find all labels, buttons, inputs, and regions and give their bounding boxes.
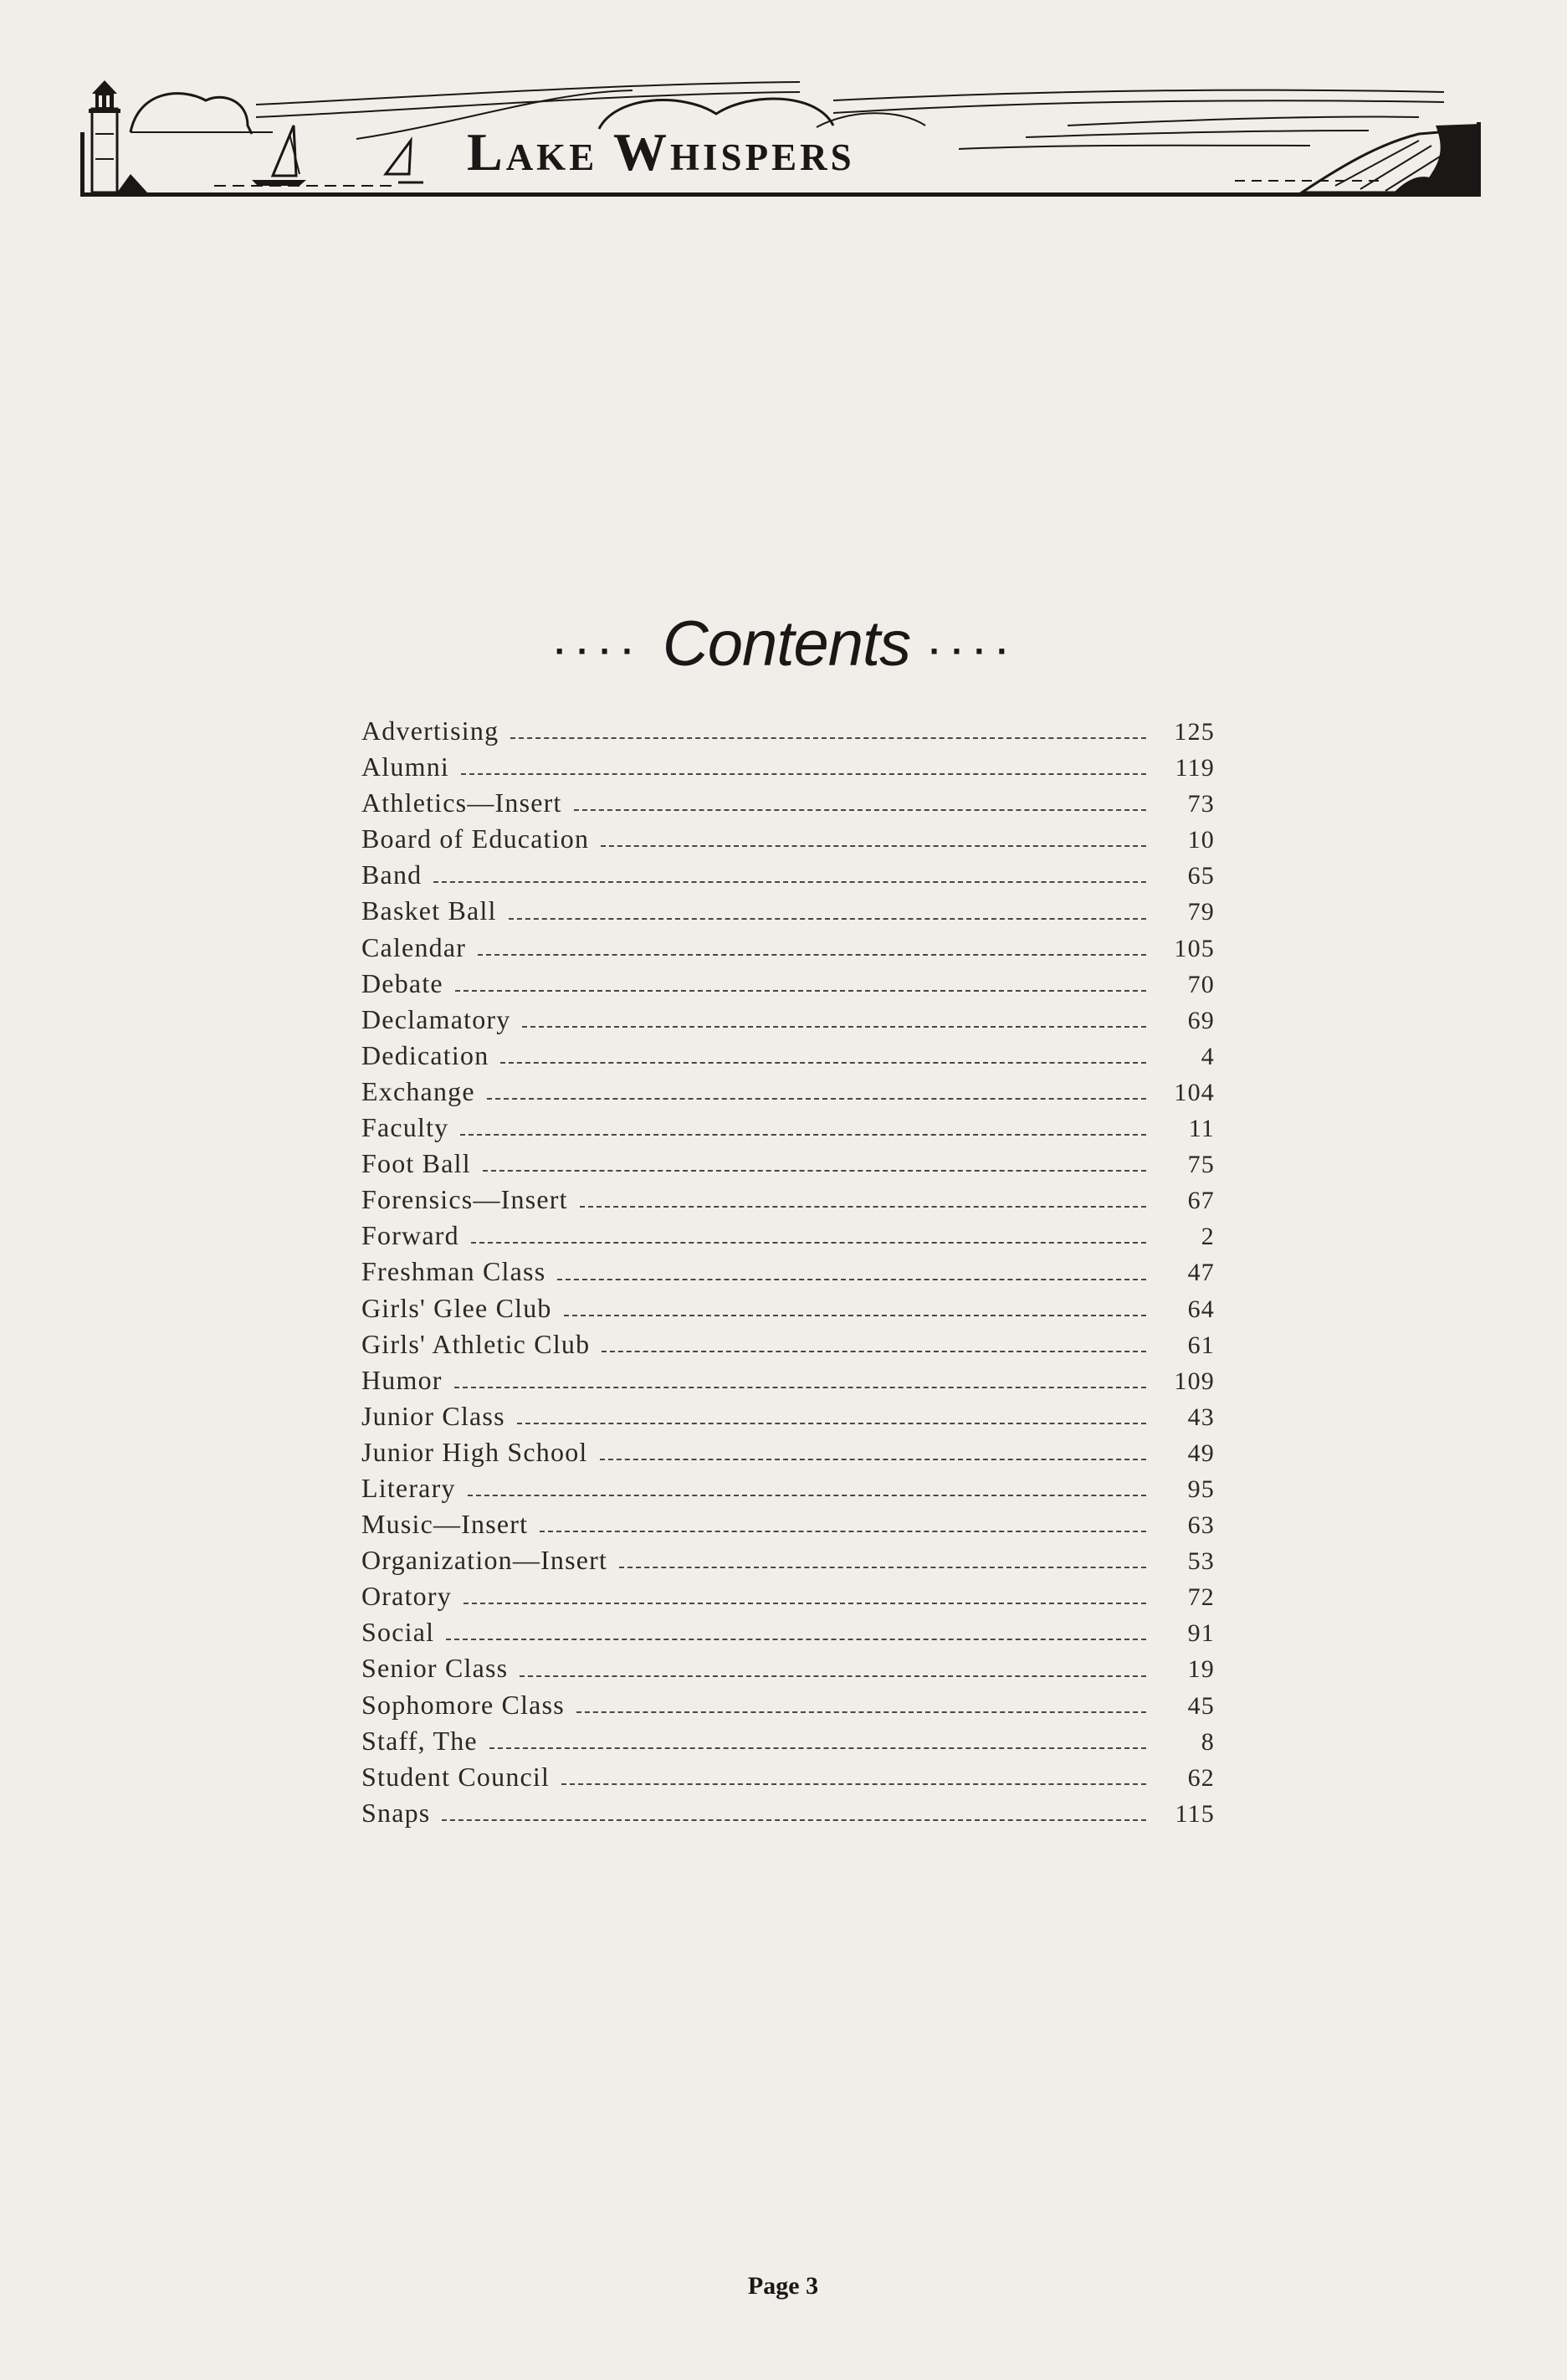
toc-entry-title: Snaps <box>361 1797 431 1828</box>
header-banner <box>80 75 1481 201</box>
toc-entry-title: Junior High School <box>361 1436 588 1467</box>
toc-entry-page: 8 <box>1201 1727 1215 1756</box>
toc-entry-page: 62 <box>1187 1763 1215 1792</box>
toc-entry-page: 10 <box>1187 826 1215 854</box>
table-of-contents <box>361 713 1215 1831</box>
toc-entry-title: Girls' Glee Club <box>361 1292 552 1323</box>
toc-entry-page: 19 <box>1187 1655 1215 1684</box>
toc-leader-line <box>483 1170 1146 1172</box>
toc-entry-title: Girls' Athletic Club <box>361 1328 591 1359</box>
toc-leader-line <box>460 1134 1146 1136</box>
toc-entry <box>361 1254 1215 1290</box>
toc-entry <box>361 857 1215 893</box>
toc-leader-line <box>564 1315 1146 1316</box>
toc-leader-line <box>561 1783 1146 1785</box>
toc-entry <box>361 1290 1215 1326</box>
toc-leader-line <box>580 1206 1146 1208</box>
toc-entry <box>361 966 1215 1002</box>
toc-entry-title: Advertising <box>361 716 499 746</box>
toc-leader-line <box>602 1351 1146 1352</box>
toc-entry-title: Athletics—Insert <box>361 787 562 818</box>
toc-entry <box>361 713 1215 749</box>
toc-leader-line <box>442 1819 1146 1821</box>
toc-entry-title: Freshman Class <box>361 1256 546 1287</box>
toc-entry <box>361 1578 1215 1614</box>
toc-entry-title: Student Council <box>361 1761 550 1792</box>
toc-entry <box>361 749 1215 785</box>
toc-leader-line <box>471 1242 1146 1244</box>
toc-entry-page: 61 <box>1187 1331 1215 1359</box>
toc-entry-page: 95 <box>1187 1475 1215 1503</box>
toc-entry-title: Calendar <box>361 931 467 962</box>
toc-leader-line <box>468 1495 1146 1496</box>
toc-entry-title: Staff, The <box>361 1725 478 1756</box>
toc-entry <box>361 1795 1215 1831</box>
toc-entry-page: 70 <box>1187 970 1215 998</box>
toc-entry-page: 72 <box>1187 1583 1215 1612</box>
toc-entry <box>361 1434 1215 1470</box>
toc-entry-page: 45 <box>1187 1691 1215 1720</box>
toc-entry-page: 109 <box>1174 1367 1215 1395</box>
toc-entry <box>361 1687 1215 1723</box>
toc-entry <box>361 1362 1215 1398</box>
toc-leader-line <box>433 881 1146 883</box>
page-number: Page 3 <box>747 2272 819 2300</box>
toc-entry-page: 73 <box>1187 790 1215 818</box>
toc-entry <box>361 930 1215 966</box>
toc-leader-line <box>576 1711 1146 1713</box>
toc-entry-title: Alumni <box>361 751 449 782</box>
toc-entry <box>361 1074 1215 1110</box>
toc-entry-page: 91 <box>1187 1619 1215 1648</box>
toc-entry-title: Foot Ball <box>361 1148 471 1179</box>
toc-entry-page: 79 <box>1187 898 1215 926</box>
toc-leader-line <box>517 1423 1146 1424</box>
toc-leader-line <box>574 809 1146 811</box>
toc-leader-line <box>487 1098 1146 1100</box>
toc-leader-line <box>489 1747 1146 1749</box>
toc-leader-line <box>520 1675 1146 1677</box>
toc-entry-page: 2 <box>1201 1223 1215 1251</box>
toc-entry-title: Senior Class <box>361 1653 509 1684</box>
toc-entry-title: Declamatory <box>361 1003 511 1034</box>
toc-entry <box>361 1614 1215 1650</box>
sailboat-icon <box>252 126 306 186</box>
toc-entry-title: Music—Insert <box>361 1509 529 1540</box>
toc-entry-title: Forensics—Insert <box>361 1184 568 1215</box>
toc-entry-page: 125 <box>1174 718 1215 746</box>
toc-entry <box>361 1146 1215 1182</box>
toc-leader-line <box>601 845 1146 847</box>
toc-entry-page: 43 <box>1187 1403 1215 1431</box>
toc-leader-line <box>463 1603 1146 1604</box>
toc-entry-title: Sophomore Class <box>361 1689 565 1720</box>
toc-entry <box>361 785 1215 821</box>
contents-heading <box>469 598 1104 690</box>
toc-entry-page: 65 <box>1187 862 1215 890</box>
toc-entry <box>361 1723 1215 1759</box>
toc-entry-title: Debate <box>361 967 443 998</box>
toc-entry <box>361 1002 1215 1038</box>
toc-entry <box>361 1542 1215 1578</box>
toc-entry-page: 115 <box>1175 1799 1215 1828</box>
toc-entry <box>361 821 1215 857</box>
toc-entry-title: Literary <box>361 1472 456 1503</box>
toc-entry-title: Dedication <box>361 1039 489 1070</box>
toc-leader-line <box>455 990 1146 992</box>
contents-title: Contents <box>662 608 911 680</box>
toc-entry <box>361 1759 1215 1795</box>
toc-leader-line <box>600 1459 1147 1460</box>
toc-entry-title: Organization—Insert <box>361 1545 608 1576</box>
toc-entry-page: 119 <box>1175 754 1215 782</box>
toc-entry-page: 64 <box>1187 1295 1215 1323</box>
toc-entry-page: 67 <box>1187 1187 1215 1215</box>
toc-entry-page: 105 <box>1174 934 1215 962</box>
toc-entry <box>361 1506 1215 1542</box>
toc-entry-title: Humor <box>361 1364 443 1395</box>
toc-leader-line <box>454 1387 1146 1388</box>
heading-dots-left: .... <box>554 628 644 662</box>
toc-entry-page: 104 <box>1174 1078 1215 1106</box>
toc-entry <box>361 893 1215 929</box>
toc-leader-line <box>478 954 1146 956</box>
toc-entry-title: Band <box>361 859 422 890</box>
heading-dots-right: .... <box>929 628 1019 662</box>
toc-entry <box>361 1470 1215 1506</box>
toc-entry-page: 47 <box>1187 1259 1215 1287</box>
toc-leader-line <box>510 737 1146 739</box>
toc-entry-title: Faculty <box>361 1112 449 1143</box>
toc-leader-line <box>619 1567 1146 1568</box>
toc-leader-line <box>500 1062 1146 1064</box>
toc-leader-line <box>461 773 1146 775</box>
toc-entry-page: 75 <box>1187 1151 1215 1179</box>
toc-entry-title: Junior Class <box>361 1400 505 1431</box>
toc-entry-page: 69 <box>1187 1006 1215 1034</box>
toc-leader-line <box>540 1531 1146 1532</box>
toc-entry-page: 4 <box>1201 1042 1215 1070</box>
toc-leader-line <box>557 1279 1146 1280</box>
toc-entry <box>361 1326 1215 1362</box>
toc-entry-page: 53 <box>1187 1547 1215 1576</box>
toc-entry-page: 63 <box>1187 1511 1215 1540</box>
lighthouse-icon <box>89 80 147 192</box>
toc-entry <box>361 1182 1215 1218</box>
toc-leader-line <box>446 1639 1146 1640</box>
toc-entry <box>361 1650 1215 1686</box>
toc-entry <box>361 1038 1215 1074</box>
toc-entry <box>361 1110 1215 1146</box>
toc-entry-page: 11 <box>1188 1115 1215 1143</box>
toc-entry-page: 49 <box>1187 1439 1215 1467</box>
toc-entry-title: Exchange <box>361 1075 475 1106</box>
toc-entry-title: Social <box>361 1617 435 1648</box>
toc-entry-title: Forward <box>361 1220 459 1251</box>
toc-entry-title: Board of Education <box>361 823 590 854</box>
toc-entry-title: Oratory <box>361 1581 452 1612</box>
sailboat-icon <box>386 141 423 182</box>
publication-title: Lake Whispers <box>467 122 855 182</box>
toc-entry-title: Basket Ball <box>361 895 497 926</box>
toc-entry <box>361 1398 1215 1434</box>
toc-leader-line <box>522 1026 1146 1028</box>
toc-leader-line <box>509 918 1146 920</box>
toc-entry <box>361 1218 1215 1254</box>
